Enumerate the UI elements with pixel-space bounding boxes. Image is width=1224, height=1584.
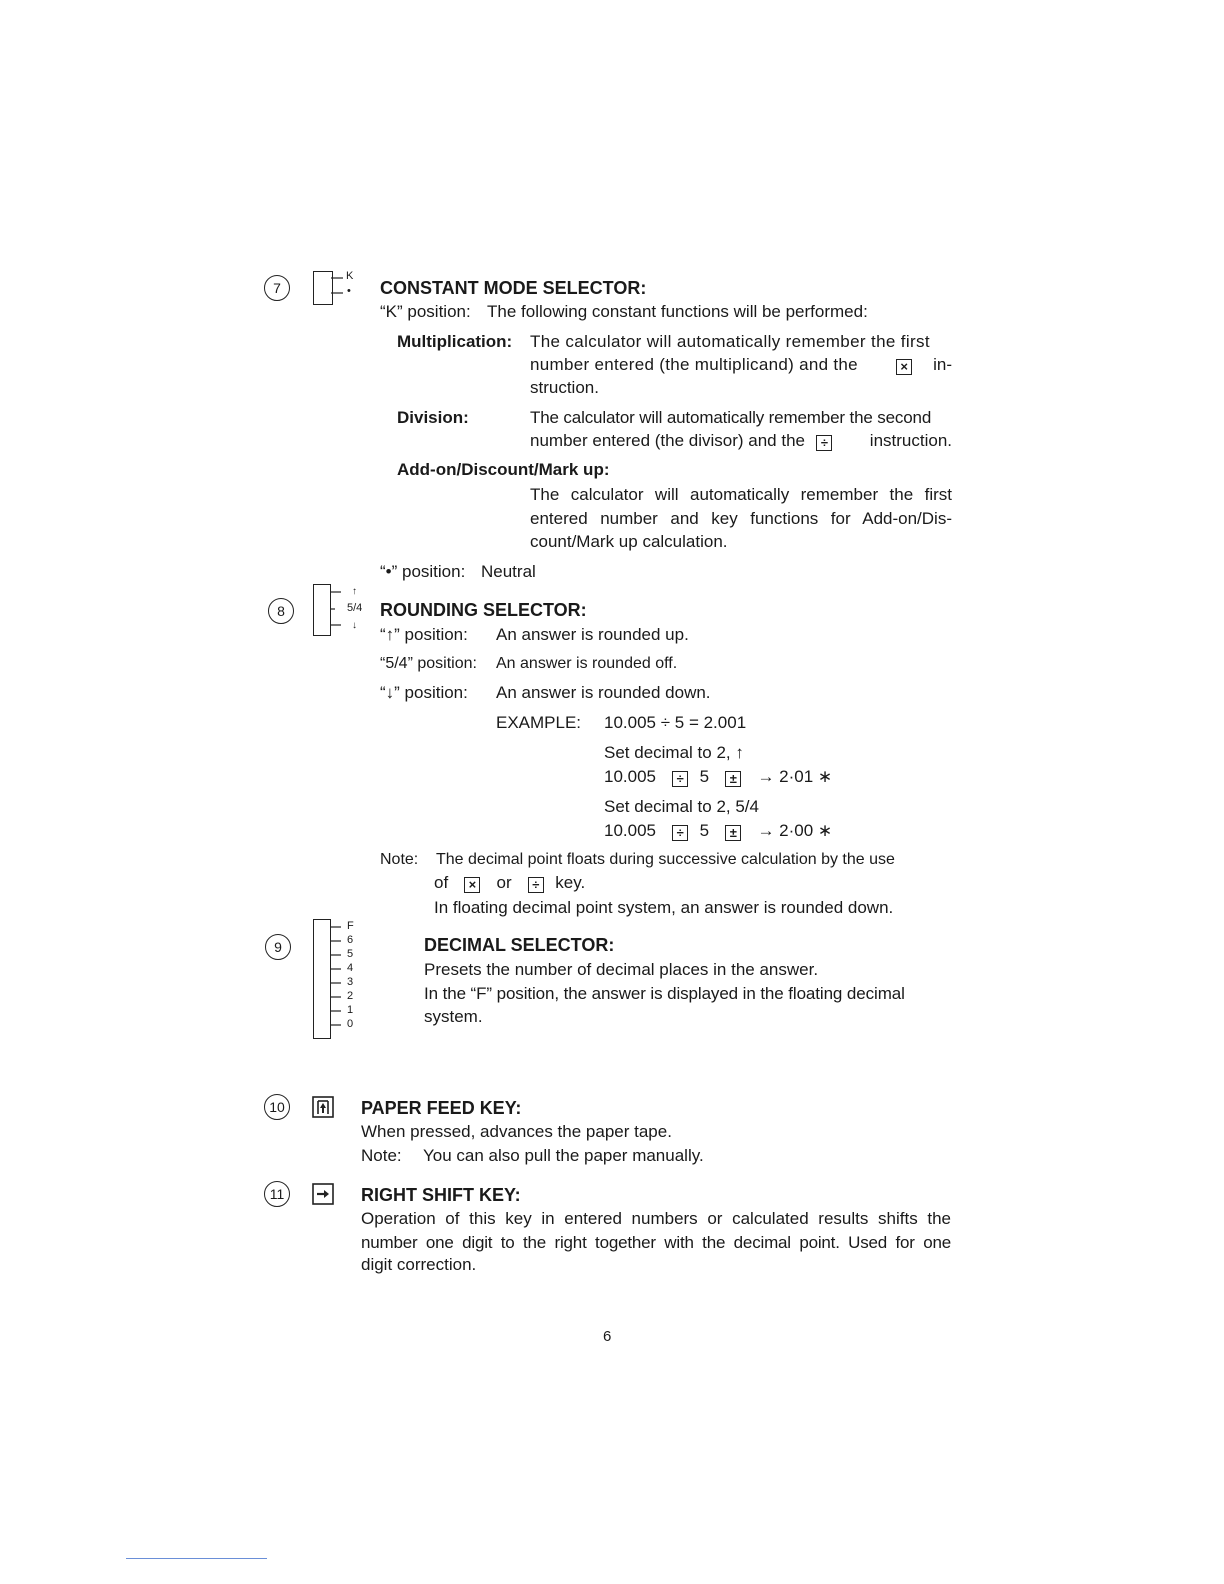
switch-label-0: 0 bbox=[347, 1018, 354, 1030]
decimal-line-3: system. bbox=[424, 1007, 483, 1026]
division-line-1: The calculator will automatically remember the second bbox=[530, 408, 932, 427]
switch-label-up: ↑ bbox=[352, 586, 357, 597]
multiplication-label: Multiplication: bbox=[397, 332, 513, 351]
up-position-label: “↑” position: bbox=[380, 625, 468, 644]
item-number-11 bbox=[264, 1181, 290, 1207]
switch-label-f: F bbox=[347, 920, 354, 932]
right-shift-title: RIGHT SHIFT KEY: bbox=[361, 1185, 521, 1205]
note-key-text: key. bbox=[555, 873, 586, 892]
item-number-8-text: 8 bbox=[277, 603, 285, 619]
switch-label-dot: • bbox=[347, 285, 351, 297]
rounding-note-label: Note: bbox=[380, 851, 419, 868]
paper-feed-key-icon bbox=[312, 1096, 334, 1118]
switch-label-4: 4 bbox=[347, 962, 354, 974]
item-number-11-text: 11 bbox=[269, 1186, 285, 1202]
item-number-10 bbox=[264, 1094, 290, 1120]
decimal-line-1: Presets the number of decimal places in the answer. bbox=[424, 960, 819, 979]
k-position-label: “K” position: bbox=[380, 302, 471, 321]
note-of-text: of bbox=[434, 873, 449, 892]
multiply-key-icon: × bbox=[896, 359, 912, 375]
division-line-2-text: number entered (the divisor) and the bbox=[530, 431, 805, 450]
division-line-2 bbox=[530, 430, 952, 452]
equals-key-icon: ± bbox=[725, 825, 741, 841]
right-shift-line-2: number one digit to the right together with the decimal point. Used for one bbox=[361, 1233, 951, 1252]
item-number-7 bbox=[264, 275, 290, 301]
rounding-note-line-1: The decimal point floats during successive calculation by the use bbox=[436, 851, 895, 868]
example-calc-up bbox=[604, 766, 832, 788]
switch-label-down: ↓ bbox=[352, 620, 357, 631]
paper-feed-title: PAPER FEED KEY: bbox=[361, 1098, 522, 1118]
calc-up-divisor: 5 bbox=[699, 767, 710, 786]
divide-key-icon: ÷ bbox=[672, 825, 688, 841]
divide-key-icon: ÷ bbox=[528, 877, 544, 893]
divide-key-icon: ÷ bbox=[816, 435, 832, 451]
example-set-decimal-round-off: Set decimal to 2, 5/4 bbox=[604, 797, 759, 816]
paper-feed-line-1: When pressed, advances the paper tape. bbox=[361, 1122, 672, 1141]
rounding-note-line-2 bbox=[434, 872, 585, 894]
switch-label-5: 5 bbox=[347, 948, 354, 960]
paper-feed-note-label: Note: bbox=[361, 1146, 402, 1165]
down-position-label: “↓” position: bbox=[380, 683, 468, 702]
multiplication-line-2 bbox=[530, 354, 952, 376]
rounding-note-line-3: In floating decimal point system, an answer is rounded down. bbox=[434, 898, 894, 917]
addon-line-2: entered number and key functions for Add-on/Dis- bbox=[530, 509, 952, 528]
item-number-8 bbox=[268, 598, 294, 624]
multiplication-line-1-text: The calculator will automatically remember the first bbox=[530, 332, 930, 351]
item-number-9-text: 9 bbox=[274, 939, 282, 955]
dot-position-label: “•” position: bbox=[380, 562, 466, 581]
calc-up-number: 10.005 bbox=[604, 767, 656, 786]
constant-mode-title: CONSTANT MODE SELECTOR: bbox=[380, 278, 647, 298]
right-shift-key-icon bbox=[312, 1183, 334, 1205]
decimal-title: DECIMAL SELECTOR: bbox=[424, 935, 615, 955]
multiplication-line-2-end: in- bbox=[933, 355, 952, 374]
switch-label-2: 2 bbox=[347, 990, 354, 1002]
divide-key-icon: ÷ bbox=[672, 771, 688, 787]
dot-position-text: Neutral bbox=[481, 562, 536, 581]
note-or-text: or bbox=[496, 873, 512, 892]
switch-label-five-four: 5/4 bbox=[347, 602, 363, 614]
calc-off-number: 10.005 bbox=[604, 821, 656, 840]
multiplication-line-2-text: number entered (the multiplicand) and the bbox=[530, 355, 858, 374]
addon-line-1: The calculator will automatically remember the first bbox=[530, 485, 952, 504]
example-set-decimal-up: Set decimal to 2, ↑ bbox=[604, 743, 744, 762]
k-position-text: The following constant functions will be performed: bbox=[487, 302, 868, 321]
round-off-position-label: “5/4” position: bbox=[380, 655, 477, 672]
division-line-2-end: instruction. bbox=[869, 431, 952, 450]
round-off-position-text: An answer is rounded off. bbox=[496, 655, 678, 672]
multiply-key-icon: × bbox=[464, 877, 480, 893]
item-number-10-text: 10 bbox=[269, 1099, 285, 1115]
up-position-text: An answer is rounded up. bbox=[496, 625, 689, 644]
down-position-text: An answer is rounded down. bbox=[496, 683, 711, 702]
example-calc-round-off bbox=[604, 820, 832, 842]
multiplication-line-1 bbox=[530, 331, 952, 353]
item-number-7-text: 7 bbox=[273, 280, 281, 296]
multiplication-line-3: struction. bbox=[530, 378, 599, 397]
calc-up-result: → 2·01 ∗ bbox=[757, 767, 833, 786]
switch-label-6: 6 bbox=[347, 934, 354, 946]
switch-label-1: 1 bbox=[347, 1004, 354, 1016]
right-shift-line-3: digit correction. bbox=[361, 1255, 477, 1274]
equals-key-icon: ± bbox=[725, 771, 741, 787]
addon-line-3: count/Mark up calculation. bbox=[530, 532, 728, 551]
switch-label-3: 3 bbox=[347, 976, 354, 988]
addon-label: Add-on/Discount/Mark up: bbox=[397, 460, 610, 479]
page-number: 6 bbox=[603, 1328, 612, 1345]
decimal-line-2: In the “F” position, the answer is displayed in the floating decimal bbox=[424, 984, 905, 1003]
calc-off-divisor: 5 bbox=[699, 821, 710, 840]
division-label: Division: bbox=[397, 408, 469, 427]
rounding-title: ROUNDING SELECTOR: bbox=[380, 600, 587, 620]
paper-feed-note-text: You can also pull the paper manually. bbox=[423, 1146, 704, 1165]
item-number-9 bbox=[265, 934, 291, 960]
switch-label-k: K bbox=[346, 270, 354, 282]
footer-rule bbox=[126, 1558, 267, 1559]
right-shift-line-1: Operation of this key in entered numbers or calculated results shifts the bbox=[361, 1209, 951, 1228]
example-label: EXAMPLE: bbox=[496, 713, 582, 732]
calc-off-result: → 2·00 ∗ bbox=[757, 821, 833, 840]
example-equation: 10.005 ÷ 5 = 2.001 bbox=[604, 713, 747, 732]
